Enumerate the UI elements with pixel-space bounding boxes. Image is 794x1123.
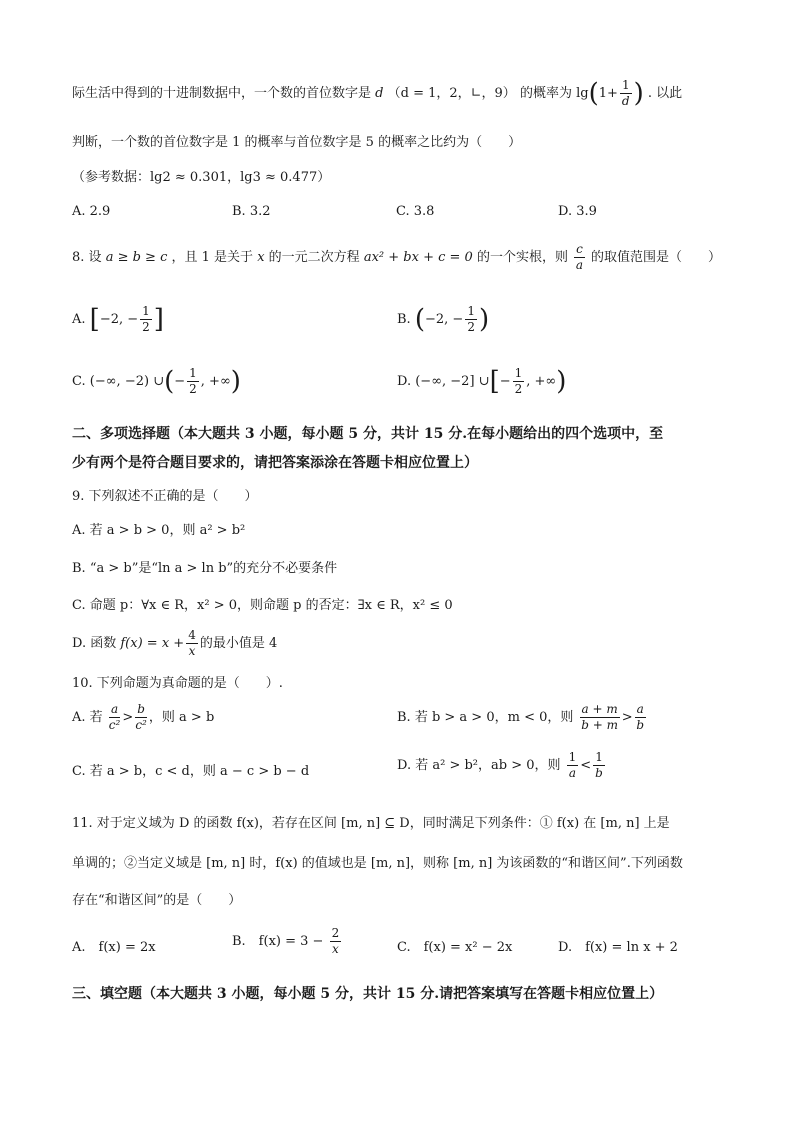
- q8-equation: ax² + bx + c = 0: [363, 250, 473, 265]
- q11-option-c: C. f(x) = x² − 2x: [397, 940, 513, 955]
- paren-right: ): [633, 78, 644, 109]
- q10-option-c: C. 若 a > b，c < d，则 a − c > b − d: [72, 764, 310, 779]
- q9-option-c: C. 命题 p：∀x ∈ R，x² > 0，则命题 p 的否定：∃x ∈ R，x² ≤ 0: [72, 598, 453, 613]
- q9-option-a: A. 若 a > b > 0，则 a² > b²: [72, 523, 246, 538]
- q8-option-a: A. [−2, − $\frac{1}{2}$ ]: [72, 304, 164, 335]
- section2-heading-line1: 二、多项选择题（本大题共 3 小题，每小题 5 分，共计 15 分.在每小题给出的四个选项中，至: [72, 426, 664, 442]
- q7-line1-mid: 的概率为: [519, 86, 572, 101]
- q10-stem: 10. 下列命题为真命题的是（ ）.: [72, 676, 283, 691]
- section3-heading: 三、填空题（本大题共 3 小题，每小题 5 分，共计 15 分.请把答案填写在答题卡相应位置上）: [72, 986, 664, 1002]
- q7-line1: 际生活中得到的十进制数据中，一个数的首位数字是 d （d = 1，2，∟，9） 的概率为 lg(1+ $\frac{1}{d}$ ) . 以此: [72, 78, 683, 109]
- q11-option-b: B. f(x) = 3 − $\frac{2}{x}$: [232, 926, 340, 956]
- q7-line2: 判断，一个数的首位数字是 1 的概率与首位数字是 5 的概率之比约为（ ）: [72, 135, 522, 150]
- q8-condition: a ≥ b ≥ c: [105, 250, 168, 265]
- q11-line1: 11. 对于定义域为 D 的函数 f(x)，若存在区间 [m, n] ⊆ D，同时满足下列条件：① f(x) 在 [m, n] 上是: [72, 816, 670, 831]
- q7-option-c: C. 3.8: [396, 204, 435, 219]
- q11-option-a: A. f(x) = 2x: [72, 940, 156, 955]
- q9-d-fraction: $\frac{4}{x}$: [188, 628, 196, 658]
- q8-option-d: D. (−∞, −2] ∪[− $\frac{1}{2}$ , +∞): [397, 366, 567, 397]
- q8-option-c: C. (−∞, −2) ∪(− $\frac{1}{2}$ , +∞): [72, 366, 241, 397]
- q7-reference: （参考数据：lg2 ≈ 0.301，lg3 ≈ 0.477）: [72, 170, 331, 185]
- section2-heading-line2: 少有两个是符合题目要求的，请把答案添涂在答题卡相应位置上）: [72, 455, 478, 471]
- q10-option-a: A. 若 $\frac{a}{\text{c²}}$ > $\frac{b}{\text{c²}}$ ，则 a > b: [72, 702, 215, 732]
- q7-option-b: B. 3.2: [232, 204, 271, 219]
- q7-set-text: （d = 1，2，∟，9）: [387, 86, 516, 101]
- q7-line1-suffix: . 以此: [647, 86, 683, 101]
- q7-option-d: D. 3.9: [558, 204, 597, 219]
- q8-stem: 8. 设 a ≥ b ≥ c ，且 1 是关于 x 的一元二次方程 ax² + bx + c = 0 的一个实根，则 $\frac{c}{a}$ 的取值范围是（ ）: [72, 242, 721, 272]
- q7-line1-prefix: 际生活中得到的十进制数据中，一个数的首位数字是: [72, 86, 372, 101]
- q7-one: 1: [598, 86, 608, 101]
- q11-option-d: D. f(x) = ln x + 2: [558, 940, 678, 955]
- q10-option-b: B. 若 b > a > 0，m < 0，则 $\frac{a + m}{b + m}$ > $\frac{a}{b}$: [397, 702, 645, 732]
- q7-lg: lg: [576, 86, 589, 101]
- q7-fraction: $\frac{1}{d}$: [621, 78, 630, 108]
- q8-fraction: $\frac{c}{a}$: [575, 242, 584, 272]
- q11-line3: 存在“和谐区间”的是（ ）: [72, 893, 242, 908]
- q9-stem: 9. 下列叙述不正确的是（ ）: [72, 489, 258, 504]
- q7-option-a: A. 2.9: [72, 204, 111, 219]
- q11-line2: 单调的；②当定义域是 [m, n] 时，f(x) 的值域也是 [m, n]，则称 [m, n] 为该函数的“和谐区间”.下列函数: [72, 856, 683, 871]
- q8-option-b: B. (−2, − $\frac{1}{2}$ ): [397, 304, 490, 335]
- q7-options: [72, 204, 597, 219]
- q7-d-var: d: [375, 86, 384, 101]
- q9-option-d: D. 函数 f(x) = x + $\frac{4}{x}$ 的最小值是 4: [72, 628, 278, 658]
- paren-left: (: [588, 78, 599, 109]
- q9-option-b: B. “a > b”是“ln a > ln b”的充分不必要条件: [72, 561, 338, 576]
- q10-option-d: D. 若 a² > b²，ab > 0，则 $\frac{1}{a}$ < $\frac{1}{b}$: [397, 750, 603, 780]
